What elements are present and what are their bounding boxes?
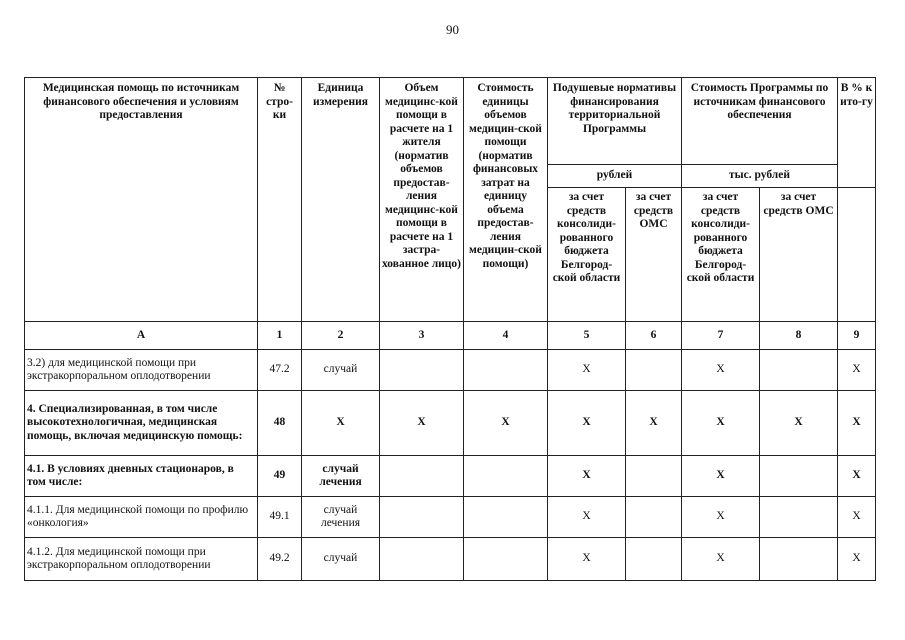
row-cell: X xyxy=(548,538,626,581)
header-col-8: за счет средств ОМС xyxy=(760,188,838,322)
row-cell: X xyxy=(838,350,876,391)
row-cell xyxy=(464,456,548,497)
row-cell xyxy=(760,497,838,538)
row-cell xyxy=(464,538,548,581)
row-cell: X xyxy=(548,456,626,497)
row-cell xyxy=(380,497,464,538)
row-unit: случай xyxy=(302,538,380,581)
header-group-cost: Стоимость Программы по источникам финансового обеспечения xyxy=(682,78,838,165)
index-cell: 7 xyxy=(682,322,760,350)
index-cell: 4 xyxy=(464,322,548,350)
financing-table xyxy=(24,77,876,581)
row-cell xyxy=(464,350,548,391)
row-cell: X xyxy=(682,456,760,497)
row-cell: X xyxy=(838,456,876,497)
row-cell xyxy=(380,350,464,391)
header-col-6: за счет средств ОМС xyxy=(626,188,682,322)
row-cell: X xyxy=(682,391,760,456)
index-cell: 5 xyxy=(548,322,626,350)
index-cell: А xyxy=(25,322,258,350)
row-cell xyxy=(626,456,682,497)
header-group-norms: Подушевые нормативы финансирования территориальной Программы xyxy=(548,78,682,165)
header-col-9: В % к ито-гу xyxy=(838,78,876,188)
table-row xyxy=(25,538,876,581)
table-row xyxy=(25,391,876,456)
row-description: 4.1.1. Для медицинской помощи по профилю «онкология» xyxy=(25,497,258,538)
row-cell xyxy=(760,456,838,497)
row-cell: X xyxy=(838,497,876,538)
row-cell: X xyxy=(380,391,464,456)
page-number: 90 xyxy=(446,22,459,37)
header-col-1: № стро-ки xyxy=(258,78,302,322)
row-cell: X xyxy=(760,391,838,456)
row-cell xyxy=(464,497,548,538)
row-number: 49.2 xyxy=(258,538,302,581)
row-description: 3.2) для медицинской помощи при экстракорпоральном оплодотворении xyxy=(25,350,258,391)
row-number: 49 xyxy=(258,456,302,497)
header-unit-thous: тыс. рублей xyxy=(682,165,838,188)
index-cell: 1 xyxy=(258,322,302,350)
row-cell: X xyxy=(682,497,760,538)
row-cell xyxy=(626,538,682,581)
row-cell: X xyxy=(464,391,548,456)
row-cell xyxy=(380,538,464,581)
row-cell: X xyxy=(548,497,626,538)
row-cell xyxy=(626,350,682,391)
header-col-2: Единица измерения xyxy=(302,78,380,322)
index-cell: 3 xyxy=(380,322,464,350)
header-col-3: Объем медицинс-кой помощи в расчете на 1 жителя (норматив объемов предостав-ления медицинс-кой помощи в расчете на 1 застра-хованное лицо) xyxy=(380,78,464,322)
index-cell: 6 xyxy=(626,322,682,350)
row-description: 4.1. В условиях дневных стационаров, в том числе: xyxy=(25,456,258,497)
row-cell: X xyxy=(626,391,682,456)
row-cell: X xyxy=(548,391,626,456)
header-col-a: Медицинская помощь по источникам финансового обеспечения и условиям предоставления xyxy=(25,78,258,322)
table-row xyxy=(25,497,876,538)
row-cell xyxy=(626,497,682,538)
row-description: 4.1.2. Для медицинской помощи при экстракорпоральном оплодотворении xyxy=(25,538,258,581)
index-cell: 2 xyxy=(302,322,380,350)
row-number: 49.1 xyxy=(258,497,302,538)
index-cell: 9 xyxy=(838,322,876,350)
row-unit: случай xyxy=(302,350,380,391)
table-row xyxy=(25,350,876,391)
row-unit: случай лечения xyxy=(302,456,380,497)
row-number: 48 xyxy=(258,391,302,456)
column-index-row xyxy=(25,322,876,350)
header-col-9-blank xyxy=(838,188,876,322)
row-unit: X xyxy=(302,391,380,456)
row-unit: случай лечения xyxy=(302,497,380,538)
row-cell: X xyxy=(682,538,760,581)
row-cell: X xyxy=(838,391,876,456)
row-number: 47.2 xyxy=(258,350,302,391)
index-cell: 8 xyxy=(760,322,838,350)
row-description: 4. Специализированная, в том числе высокотехнологичная, медицинская помощь, включая медицинскую помощь: xyxy=(25,391,258,456)
row-cell: X xyxy=(682,350,760,391)
row-cell xyxy=(760,350,838,391)
row-cell xyxy=(760,538,838,581)
row-cell: X xyxy=(838,538,876,581)
table-row xyxy=(25,456,876,497)
header-col-7: за счет средств консолиди-рованного бюджета Белгород-ской области xyxy=(682,188,760,322)
row-cell xyxy=(380,456,464,497)
header-col-4: Стоимость единицы объемов медицин-ской помощи (норматив финансовых затрат на единицу объема предостав-ления медицин-ской помощи) xyxy=(464,78,548,322)
header-col-5: за счет средств консолиди-рованного бюджета Белгород-ской области xyxy=(548,188,626,322)
row-cell: X xyxy=(548,350,626,391)
header-unit-rub: рублей xyxy=(548,165,682,188)
